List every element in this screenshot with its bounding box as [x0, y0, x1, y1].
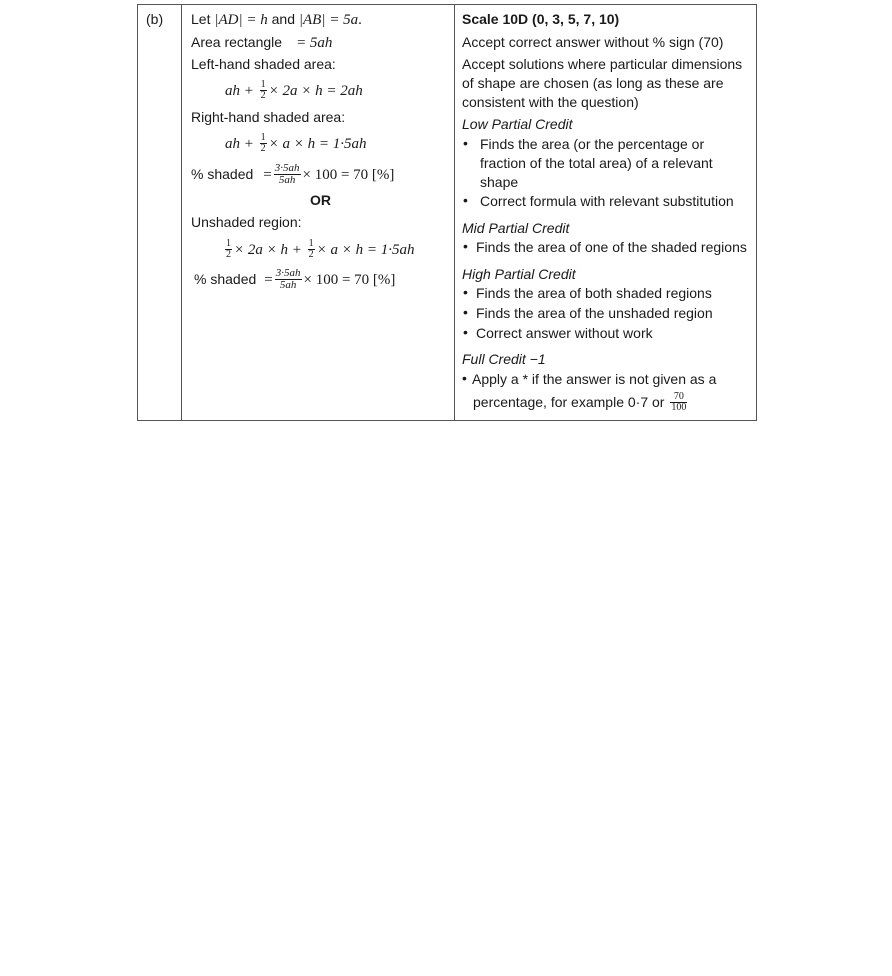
- high-item-2: Finds the area of the unshaded region: [476, 305, 713, 321]
- right-shaded-expression: ah + $\frac{1}{2}$ × a × h = 1·5ah: [225, 131, 367, 154]
- right-shaded-label: Right-hand shaded area:: [191, 109, 346, 125]
- part-column: [138, 5, 182, 420]
- high-item-1: Finds the area of both shaded regions: [476, 285, 712, 301]
- marking-column: [455, 5, 756, 420]
- accept-line-2c: consistent with the question): [462, 94, 639, 110]
- percent-shaded-line: % shaded = $\frac{3\cdot 5ah}{5ah}$ × 100 = 70 [%]: [191, 161, 395, 186]
- left-shaded-label: Left-hand shaded area:: [191, 56, 336, 72]
- low-item-2: Correct formula with relevant substitution: [480, 193, 734, 209]
- or-label: OR: [310, 192, 331, 208]
- high-item-3: Correct answer without work: [476, 325, 653, 341]
- percent-shaded-line-2: % shaded = $\frac{3\cdot 5ah}{5ah}$ × 100 = 70 [%]: [194, 266, 396, 291]
- let-line: Let |AD| = h and |AB| = 5a.: [191, 11, 362, 28]
- unshaded-label: Unshaded region:: [191, 214, 302, 230]
- unshaded-expression: $\frac{1}{2}$ × 2a × h + $\frac{1}{2}$ × a × h = 1·5ah: [226, 237, 415, 260]
- half-fraction: $\frac{1}{2}$: [260, 78, 266, 101]
- low-item-1b: fraction of the total area) of a relevant: [480, 155, 713, 171]
- accept-line-2a: Accept solutions where particular dimensions: [462, 56, 743, 72]
- half-fraction: $\frac{1}{2}$: [308, 237, 314, 260]
- bullet: •: [463, 192, 468, 208]
- bullet: •: [463, 324, 468, 340]
- mid-item-1: Finds the area of one of the shaded regions: [476, 239, 747, 255]
- ratio-fraction: $\frac{3\cdot 5ah}{5ah}$: [275, 266, 301, 291]
- area-rectangle-line: Area rectangle = 5ah: [191, 34, 333, 51]
- bullet: •: [463, 284, 468, 300]
- low-credit-title: Low Partial Credit: [462, 116, 573, 132]
- accept-line-2b: of shape are chosen (as long as these are: [462, 75, 724, 91]
- half-fraction: $\frac{1}{2}$: [226, 237, 231, 260]
- seventy-over-hundred-fraction: $\frac{70}{100}$: [671, 390, 687, 413]
- full-item-1a: Apply a * if the answer is not given as a: [472, 371, 717, 387]
- mid-credit-title: Mid Partial Credit: [462, 220, 570, 236]
- left-shaded-expression: ah + $\frac{1}{2}$ × 2a × h = 2ah: [225, 78, 363, 101]
- bullet: •: [463, 238, 468, 254]
- full-item-1b: percentage, for example 0·7 or $\frac{70}{100}$: [473, 390, 687, 413]
- accept-line-1: Accept correct answer without % sign (70): [462, 34, 724, 50]
- high-credit-title: High Partial Credit: [462, 266, 576, 282]
- part-label: (b): [146, 11, 164, 27]
- bullet: •: [462, 370, 467, 386]
- bullet: •: [463, 304, 468, 320]
- full-credit-title: Full Credit −1: [462, 351, 546, 367]
- solution-column: [182, 5, 455, 420]
- ratio-fraction: $\frac{3\cdot 5ah}{5ah}$: [274, 161, 300, 186]
- scale-heading: Scale 10D (0, 3, 5, 7, 10): [462, 11, 620, 27]
- bullet: •: [463, 135, 468, 151]
- low-item-1c: shape: [480, 174, 519, 190]
- low-item-1a: Finds the area (or the percentage or: [480, 136, 705, 152]
- marking-scheme-table: [137, 4, 757, 421]
- half-fraction: $\frac{1}{2}$: [260, 131, 266, 154]
